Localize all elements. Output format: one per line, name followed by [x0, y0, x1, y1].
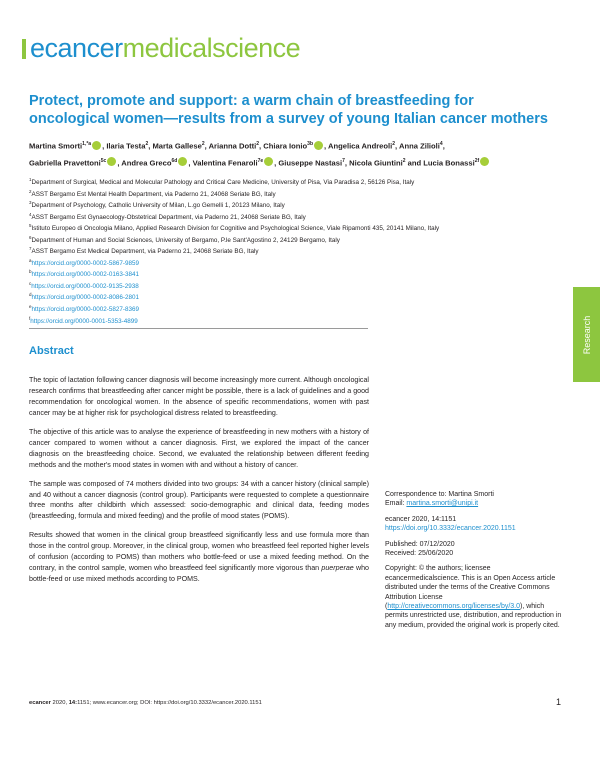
email-link[interactable]: martina.smorti@unipi.it	[406, 500, 479, 508]
email-label: Email:	[385, 500, 405, 508]
page-footer	[29, 700, 262, 706]
orcid-icon[interactable]	[107, 157, 116, 166]
copyright-line-2: ecancermedicalscience. This is an Open Access article distributed under the terms of the Creative Commons Attribution License (	[385, 574, 556, 611]
email-line	[385, 499, 565, 508]
author-name: Lucia Bonassi	[423, 158, 475, 168]
author-affiliation-marker: 4	[439, 141, 443, 147]
abstract-body	[29, 375, 369, 593]
affiliation-line: $^4$ASST Bergamo Est Gynaecology-Obstetrical Department, via Paderno 21, 24068 Seriate BG, Italy	[29, 211, 306, 221]
footer-year: 2020,	[52, 700, 68, 706]
doi-link[interactable]: https://doi.org/10.3332/ecancer.2020.1151	[385, 525, 516, 533]
affiliation-line: $^3$Department of Psychology, Catholic University of Milan, L.go Gemelli 1, 20123 Milano, Italy	[29, 200, 285, 210]
page-number: 1	[556, 697, 562, 707]
affiliations	[29, 176, 569, 326]
citation	[385, 515, 565, 524]
logo-e: e	[30, 33, 45, 63]
author-name: Valentina Fenaroli	[192, 158, 258, 168]
author-affiliation-marker: 2	[145, 141, 149, 147]
abstract-heading: Abstract	[29, 345, 74, 357]
author-affiliation-marker: 2	[256, 141, 260, 147]
author-affiliation-marker: 6d	[171, 157, 178, 164]
author-affiliation-marker: 2	[201, 141, 205, 147]
divider	[29, 328, 368, 329]
orcid-link[interactable]: $^b$https://orcid.org/0000-0002-0163-3841	[29, 269, 139, 279]
orcid-link[interactable]: $^a$https://orcid.org/0000-0002-5867-9859	[29, 257, 139, 267]
author-affiliation-marker: 2	[392, 141, 396, 147]
citation-journal: ecancer	[385, 515, 410, 523]
affiliation-line: $^1$Department of Surgical, Medical and Molecular Pathology and Critical Care Medicine, University of Pisa, Via Paradisa 2, 56126 Pisa, Italy	[29, 177, 415, 187]
published-date: Published: 07/12/2020	[385, 540, 455, 548]
author-name: Arianna Dotti	[208, 141, 257, 151]
orcid-icon[interactable]	[92, 141, 101, 150]
footer-journal: ecancer	[29, 700, 51, 706]
author-name: Andrea Greco	[121, 158, 172, 168]
correspondence: Correspondence to: Martina Smorti	[385, 491, 494, 498]
abstract-paragraph: The topic of lactation following cancer diagnosis will become increasingly more current. Although oncological research confirms that breastfeeding after cancer might be possible, there is a lack of guidelines and a good recommendation for oncological women. In the absence of specific recommendations, women with past cancer may be at higher risk for psychological distress related to breastfeeding.	[29, 376, 369, 417]
author-name: Gabriella Pravettoni	[29, 158, 101, 168]
author-name: Giuseppe Nastasi	[278, 158, 343, 168]
author-affiliation-marker: 7	[342, 157, 345, 164]
abstract-paragraph: The sample was composed of 74 mothers divided into two groups: 34 with a cancer history (clinical sample) and 40 without a cancer diagnosis (control group). Participants were requested to complete a questionnaire three months after childbirth which assessed: socio-demographic and clinical data, feeding modes (breastfeeding, formula and mixed feeding) and the profile of mood states (POMS).	[29, 479, 369, 521]
section-tab-label: Research	[581, 315, 592, 354]
received-date: Received: 25/06/2020	[385, 550, 454, 558]
author-affiliation-marker: 2	[402, 157, 406, 164]
author-name: Anna Zilioli	[398, 141, 440, 151]
logo-medicalscience: medicalscience	[122, 33, 301, 63]
orcid-icon[interactable]	[480, 157, 489, 166]
orcid-link[interactable]: $^d$https://orcid.org/0000-0002-8086-2801	[29, 292, 139, 302]
copyright-line-1: Copyright: © the authors; licensee	[385, 565, 491, 573]
abstract-paragraph: The objective of this article was to analyse the experience of breastfeeding in new mothers with a history of cancer compared to women without a cancer diagnosis. First, we explored the impact of the cancer diagnosis on the breastfeeding choice. Second, we evaluated the relationship between different feeding methods and the mother's mood states in women with and without a history of cancer.	[29, 427, 369, 469]
logo-cancer: cancer	[44, 33, 123, 63]
orcid-icon[interactable]	[314, 141, 323, 150]
affiliation-line: $^6$Department of Human and Social Sciences, University of Bergamo, P.le Sant'Agostino 2, 24129 Bergamo, Italy	[29, 234, 340, 244]
affiliation-line: $^2$ASST Bergamo Est Mental Health Department, via Paderno 21, 24068 Seriate BG, Italy	[29, 188, 276, 198]
logo-bar	[22, 39, 26, 59]
author-affiliation-marker: 2f	[474, 157, 480, 164]
orcid-link[interactable]: $^e$https://orcid.org/0000-0002-5827-8369	[29, 304, 139, 314]
affiliation-line: $^7$ASST Bergamo Est Medical Department, via Paderno 21, 24068 Seriate BG, Italy	[29, 246, 259, 256]
author-name: Chiara Ionio	[263, 141, 308, 151]
footer-volume: 14:	[68, 700, 78, 706]
author-name: Angelica Andreoli	[327, 141, 393, 151]
abstract-paragraph: Results showed that women in the clinical group breastfeed significantly less and use formula more than those in the control group. Moreover, in the clinical group, women who breastfeed feel reported higher levels of confusion (according to POMS) than mothers who bottle-feed or use a mixed feeding method. On the contrary, in the control sample, women who breastfeed feel significantly more vigorous than puerperae who bottle-feed or use mixed methods according to POMS.	[29, 531, 370, 584]
author-name: Marta Gallese	[152, 141, 202, 151]
orcid-icon[interactable]	[264, 157, 273, 166]
article-info-sidebar	[385, 490, 565, 630]
author-affiliation-marker: 7e	[257, 157, 264, 164]
orcid-icon[interactable]	[178, 157, 187, 166]
copyright-line-3: ), which permits unrestricted use, distribution, and reproduction in any medium, provided the original work is properly cited.	[385, 603, 562, 629]
author-affiliation-marker: 5c	[100, 157, 107, 164]
section-tab	[573, 287, 600, 382]
author-list: Martina Smorti$^{1,*a}$ , Ilaria Testa$^2$, Marta Gallese$^2$, Arianna Dotti$^2$, Chiara Ionio$^{3b}$ , Angelica Andreoli$^2$, Anna Zilioli$^4$, Gabriella Pravettoni$^{5c}$ , Andrea Greco$^{6d}$ , Valentina Fenaroli$^{7e}$ , Giuseppe Nastasi$^7$, Nicola Giuntini$^2$ and Lucia Bonassi$^{2f}$	[29, 137, 559, 170]
license-link[interactable]: http://creativecommons.org/licenses/by/3.0	[387, 603, 521, 611]
article-title: Protect, promote and support: a warm chain of breastfeeding for oncological women—results from a survey of young Italian cancer mothers	[29, 93, 548, 127]
copyright	[385, 564, 565, 630]
affiliation-line: $^5$Istituto Europeo di Oncologia Milano, Applied Research Division for Cognitive and Psychological Science, Viale Ripamonti 435, 20141 Milano, Italy	[29, 223, 440, 233]
author-affiliation-marker: 3b	[307, 141, 314, 147]
author-affiliation-marker: 1,*a	[82, 141, 92, 147]
journal-logo	[22, 33, 300, 64]
author-name: Martina Smorti	[29, 141, 83, 151]
orcid-link[interactable]: $^c$https://orcid.org/0000-0002-9135-2938	[29, 280, 139, 291]
footer-rest: 1151; www.ecancer.org; DOI: https://doi.org/10.3332/ecancer.2020.1151	[77, 700, 262, 706]
citation-rest: 2020, 14:1151	[411, 515, 457, 523]
orcid-link[interactable]: $^f$https://orcid.org/0000-0001-5353-4899	[29, 315, 138, 325]
author-name: Nicola Giuntini	[349, 158, 403, 168]
author-name: Ilaria Testa	[106, 141, 146, 151]
